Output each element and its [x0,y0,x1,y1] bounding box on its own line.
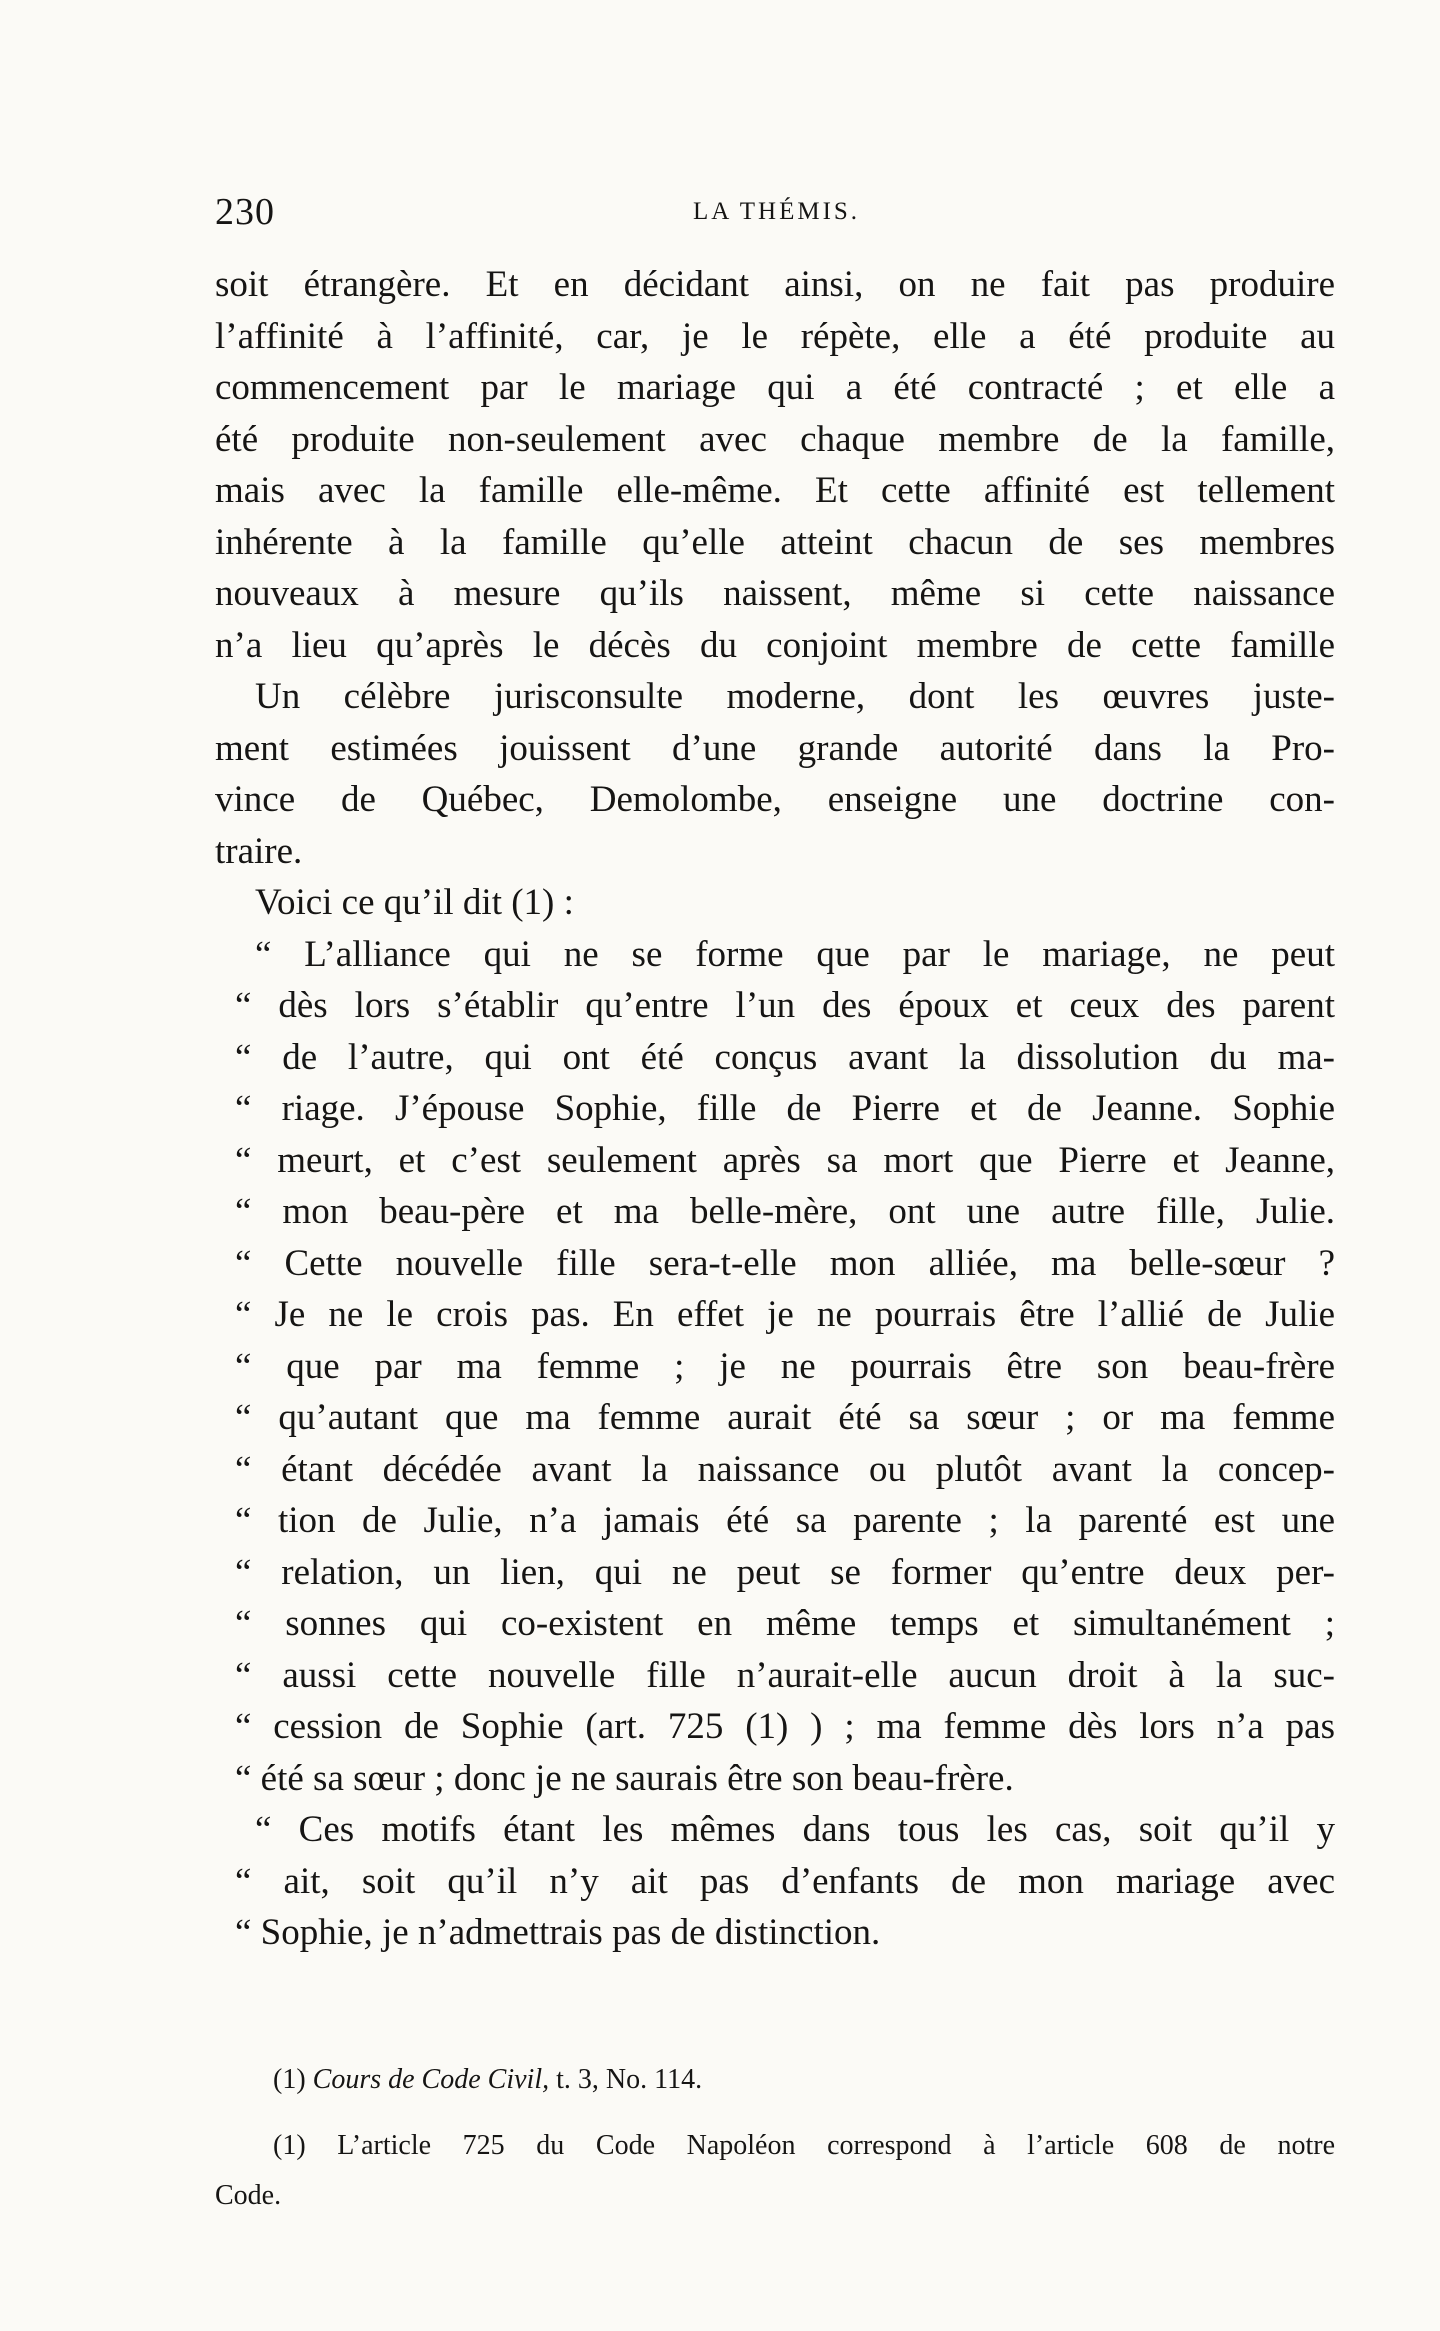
text-line: “ riage. J’épouse Sophie, fille de Pierre et de Jeanne. Sophie [235,1088,1335,1129]
footnotes [215,2055,1335,2221]
text-line: “ cession de Sophie (art. 725 (1) ) ; ma femme dès lors n’a pas [235,1706,1335,1747]
footnote-1-marker: (1) [273,2064,306,2095]
text-line: “ qu’autant que ma femme aurait été sa sœur ; or ma femme [235,1397,1335,1438]
text-line: commencement par le mariage qui a été contracté ; et elle a [215,367,1335,408]
footnote-1-title: Cours de Code Civil, [312,2064,550,2095]
text-line: “ relation, un lien, qui ne peut se former qu’entre deux per- [235,1551,1335,1593]
text-line: inhérente à la famille qu’elle atteint chacun de ses membres [215,521,1335,563]
text-line: “ que par ma femme ; je ne pourrais être son beau-frère [235,1345,1335,1387]
text-line: “ L’alliance qui ne se forme que par le mariage, ne peut [255,933,1335,975]
page-header [215,190,1335,250]
text-line: “ Ces motifs étant les mêmes dans tous les cas, soit qu’il y [255,1809,1335,1850]
running-title: LA THÉMIS. [693,198,861,225]
text-line: “ Je ne le crois pas. En effet je ne pourrais être l’allié de Julie [235,1294,1335,1335]
text-line: “ de l’autre, qui ont été conçus avant la dissolution du ma- [235,1036,1335,1078]
text-line: “ meurt, et c’est seulement après sa mort que Pierre et Jeanne, [235,1139,1335,1181]
text-line: soit étrangère. Et en décidant ainsi, on ne fait pas produire [215,264,1335,305]
text-line: nouveaux à mesure qu’ils naissent, même si cette naissance [215,573,1335,614]
text-line: “ tion de Julie, n’a jamais été sa parente ; la parenté est une [235,1500,1335,1541]
body-text [215,259,1335,1959]
text-line: traire. [215,830,303,872]
text-line: “ dès lors s’établir qu’entre l’un des époux et ceux des parent [235,985,1335,1026]
footnote-2-line-1: (1) L’article 725 du Code Napoléon correspond à l’article 608 de notre [273,2130,1335,2161]
text-line: été produite non-seulement avec chaque membre de la famille, [215,418,1335,460]
text-line: mais avec la famille elle-même. Et cette affinité est tellement [215,470,1335,511]
text-line: Un célèbre jurisconsulte moderne, dont les œuvres juste- [255,676,1335,717]
page-number: 230 [215,191,275,233]
footnote-1 [215,2055,1335,2105]
text-line: “ Sophie, je n’admettrais pas de distinction. [235,1912,881,1953]
text-line: ment estimées jouissent d’une grande autorité dans la Pro- [215,727,1335,769]
text-line: “ étant décédée avant la naissance ou plutôt avant la concep- [235,1448,1335,1490]
text-line: “ aussi cette nouvelle fille n’aurait-elle aucun droit à la suc- [235,1654,1335,1696]
text-line: Voici ce qu’il dit (1) : [255,882,574,923]
text-line: vince de Québec, Demolombe, enseigne une doctrine con- [215,779,1335,820]
footnote-2-line-2: Code. [215,2180,282,2211]
text-line: “ sonnes qui co-existent en même temps et simultanément ; [235,1603,1335,1644]
footnote-1-rest: t. 3, No. 114. [549,2064,703,2095]
text-line: l’affinité à l’affinité, car, je le répète, elle a été produite au [215,315,1335,357]
text-line: n’a lieu qu’après le décès du conjoint membre de cette famille [215,624,1335,666]
text-line: “ été sa sœur ; donc je ne saurais être son beau-frère. [235,1757,1014,1799]
text-line: “ Cette nouvelle fille sera-t-elle mon alliée, ma belle-sœur ? [235,1242,1335,1284]
text-line: “ mon beau-père et ma belle-mère, ont une autre fille, Julie. [235,1191,1335,1232]
text-line: “ ait, soit qu’il n’y ait pas d’enfants de mon mariage avec [235,1860,1335,1902]
